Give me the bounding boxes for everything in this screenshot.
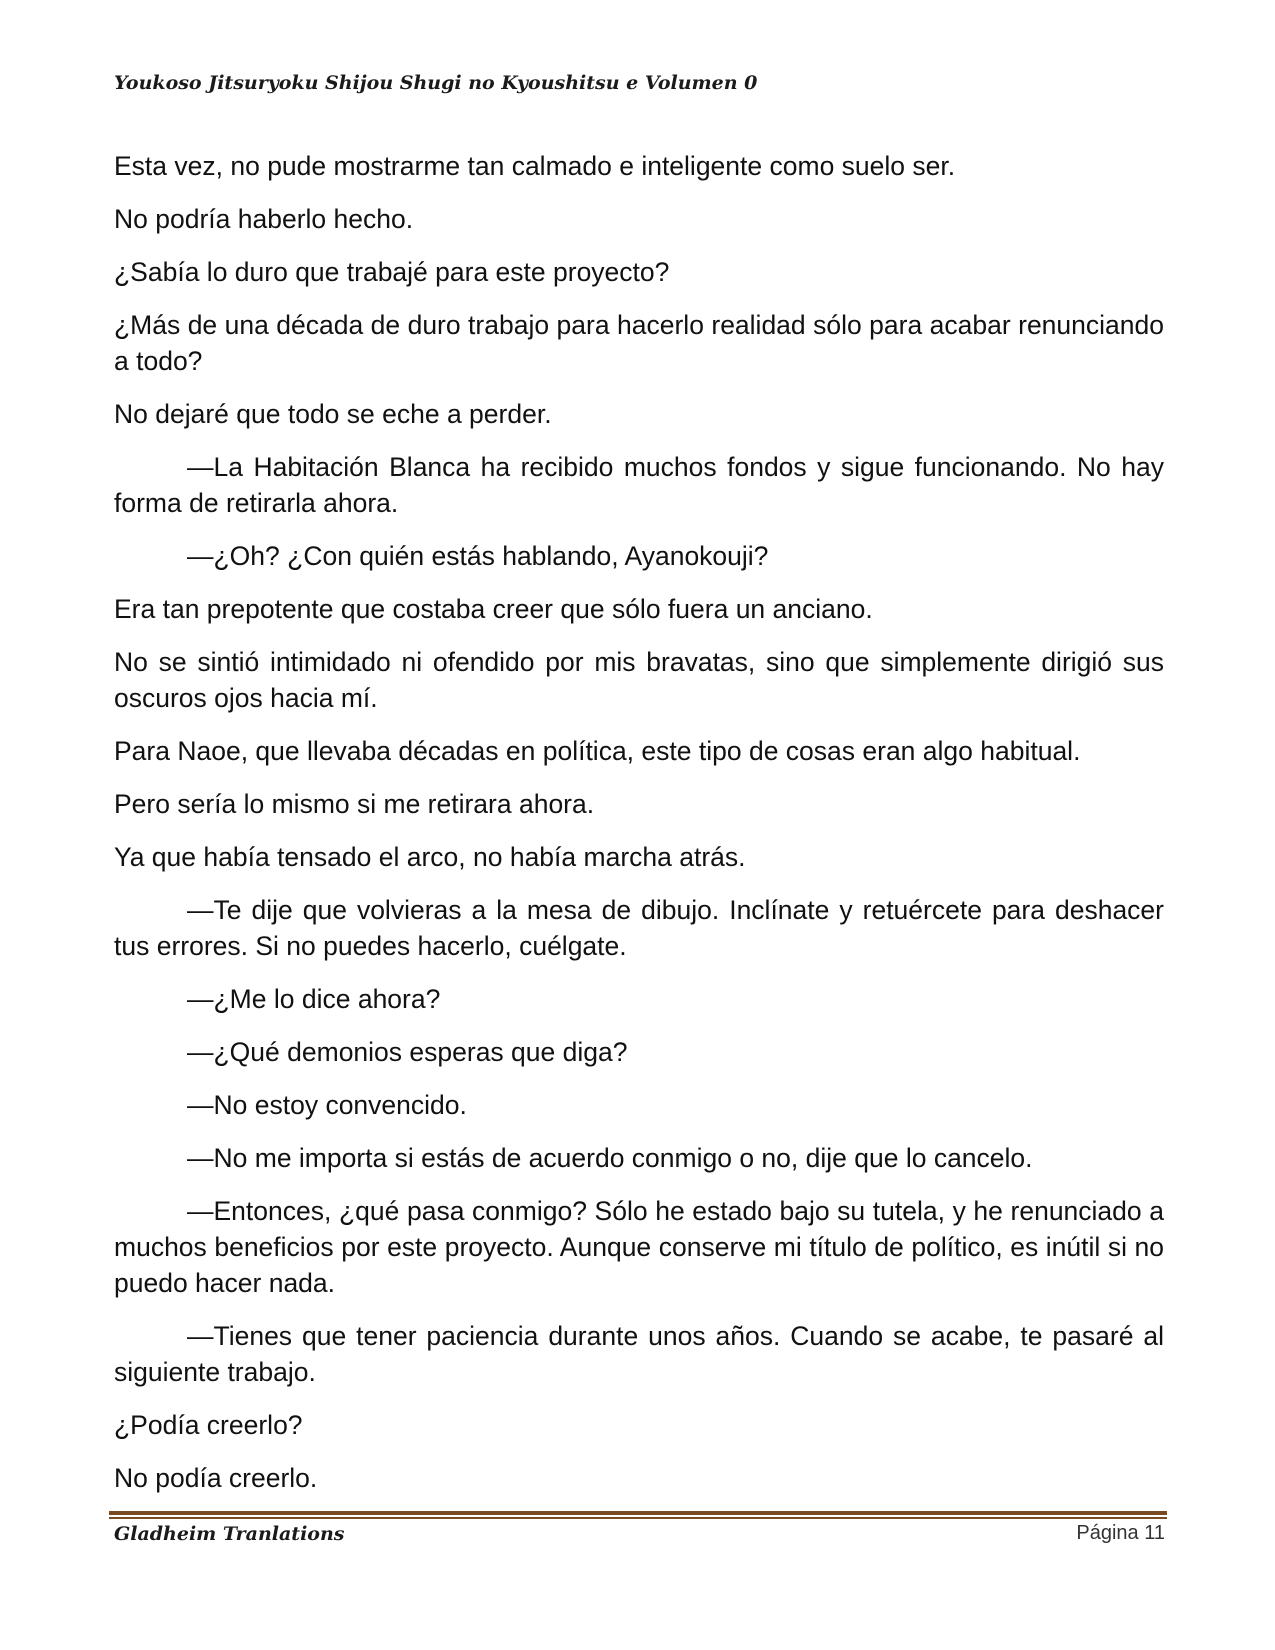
footer-divider-thin-line [109, 1517, 1167, 1519]
paragraph: Ya que había tensado el arco, no había marcha atrás. [114, 842, 746, 872]
page-body [114, 148, 1164, 1513]
footer-divider-thick-line [109, 1511, 1167, 1515]
paragraph: ¿Podía creerlo? [114, 1410, 303, 1440]
paragraph: Para Naoe, que llevaba décadas en política, este tipo de cosas eran algo habitual. [114, 736, 1081, 766]
paragraph: ¿Más de una década de duro trabajo para hacerlo realidad sólo para acabar renunciando a todo? [114, 310, 1164, 376]
paragraph: No se sintió intimidado ni ofendido por mis bravatas, sino que simplemente dirigió sus oscuros ojos hacia mí. [114, 647, 1164, 713]
dialog-paragraph: —¿Oh? ¿Con quién estás hablando, Ayanokouji? [187, 541, 769, 571]
dialog-paragraph: —Entonces, ¿qué pasa conmigo? Sólo he estado bajo su tutela, y he renunciado a muchos beneficios por este proyecto. Aunque conserve mi título de político, es inútil si no puedo hacer nada. [114, 1196, 1164, 1298]
dialog-paragraph: —La Habitación Blanca ha recibido muchos fondos y sigue funcionando. No hay forma de retirarla ahora. [114, 452, 1164, 518]
running-header-title: Youkoso Jitsuryoku Shijou Shugi no Kyoushitsu e Volumen 0 [114, 72, 758, 94]
paragraph: ¿Sabía lo duro que trabajé para este proyecto? [114, 257, 670, 287]
dialog-paragraph: —No estoy convencido. [187, 1090, 467, 1120]
footer-credit: Gladheim Tranlations [114, 1523, 345, 1545]
paragraph: Pero sería lo mismo si me retirara ahora. [114, 789, 595, 819]
dialog-paragraph: —Te dije que volvieras a la mesa de dibujo. Inclínate y retuércete para deshacer tus errores. Si no puedes hacerlo, cuélgate. [114, 895, 1164, 961]
paragraph: No podía creerlo. [114, 1463, 318, 1493]
dialog-paragraph: —¿Qué demonios esperas que diga? [187, 1037, 628, 1067]
page-number: Página 11 [1076, 1522, 1165, 1544]
paragraph: Esta vez, no pude mostrarme tan calmado e inteligente como suelo ser. [114, 151, 956, 181]
footer-divider [109, 1511, 1167, 1519]
dialog-paragraph: —¿Me lo dice ahora? [187, 984, 441, 1014]
dialog-paragraph: —Tienes que tener paciencia durante unos años. Cuando se acabe, te pasaré al siguiente trabajo. [114, 1321, 1164, 1387]
dialog-paragraph: —No me importa si estás de acuerdo conmigo o no, dije que lo cancelo. [187, 1143, 1033, 1173]
paragraph: Era tan prepotente que costaba creer que sólo fuera un anciano. [114, 594, 873, 624]
paragraph: No dejaré que todo se eche a perder. [114, 399, 552, 429]
paragraph: No podría haberlo hecho. [114, 204, 414, 234]
